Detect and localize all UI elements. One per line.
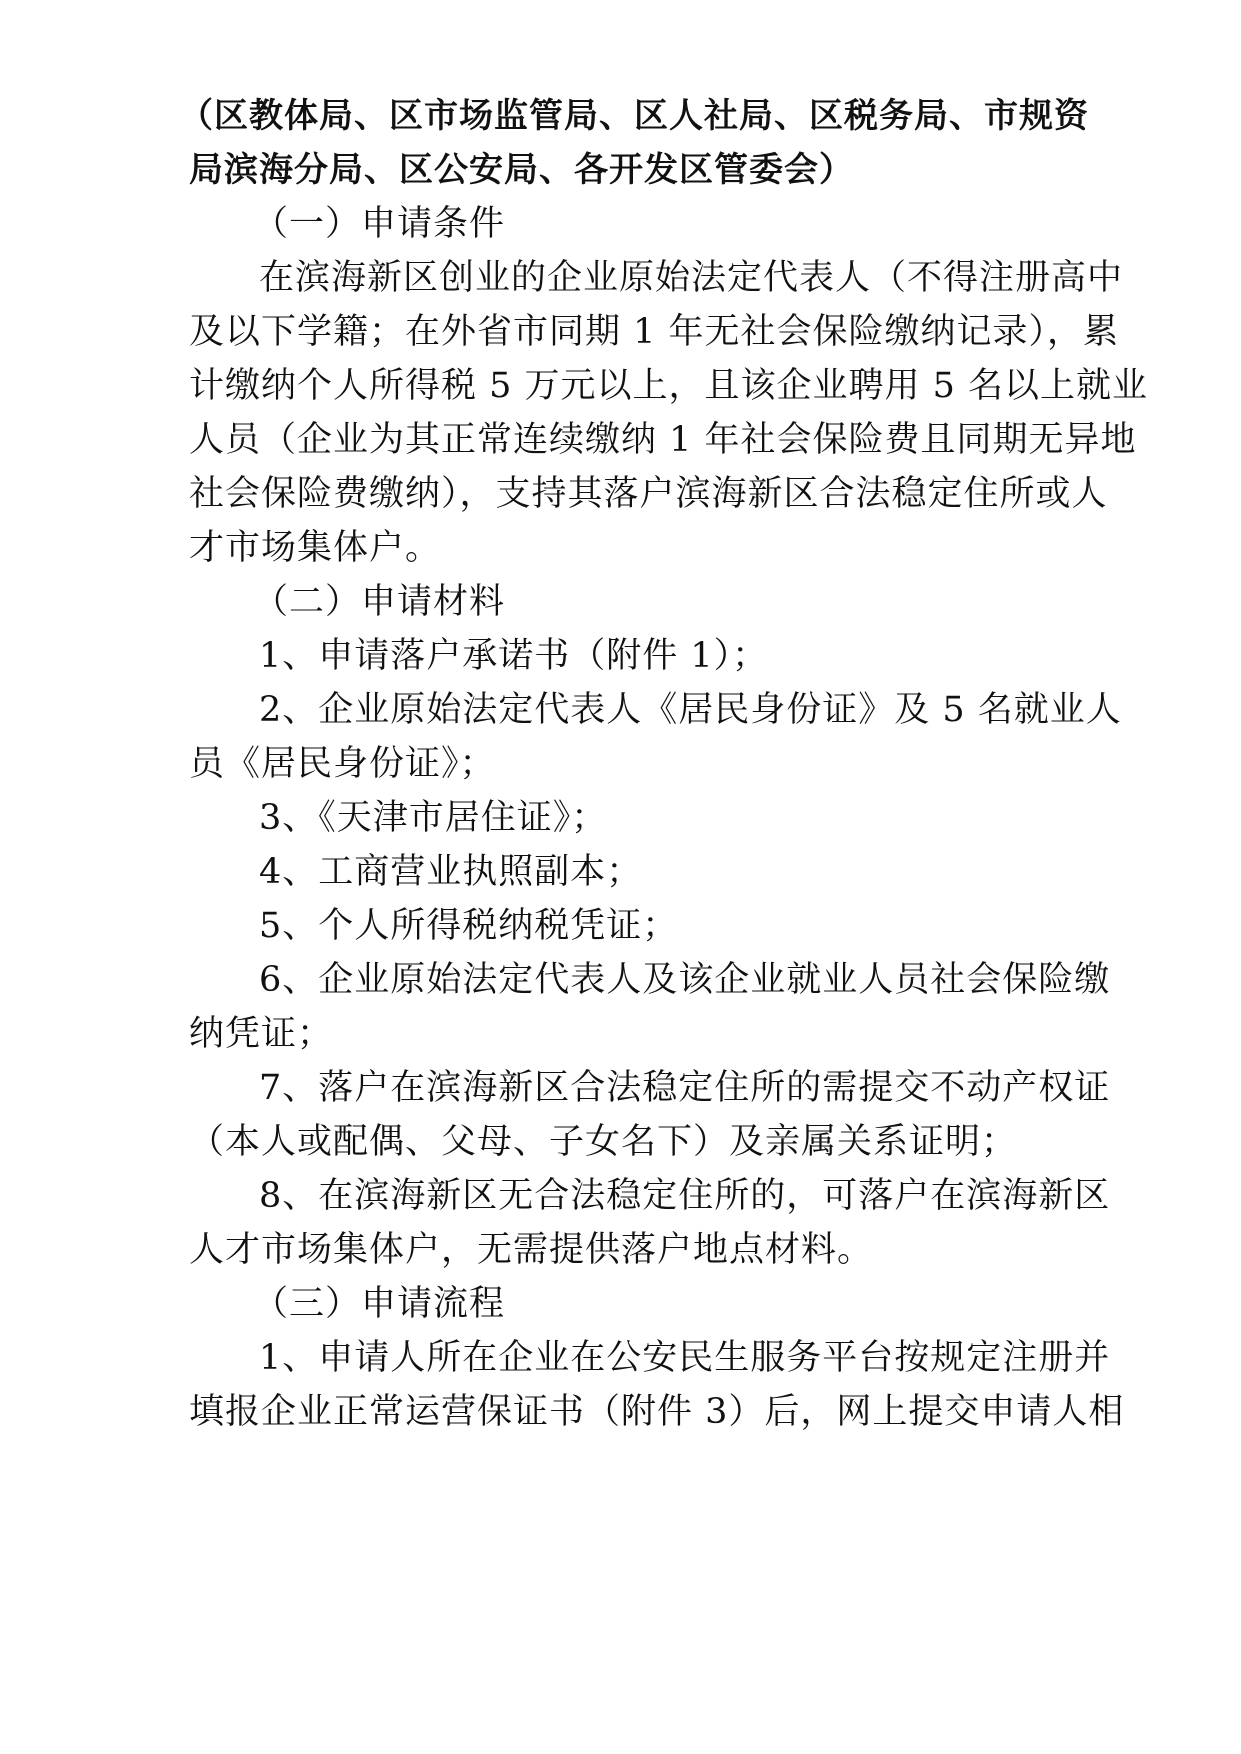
list-item: 4、工商营业执照副本； xyxy=(259,852,643,892)
list-item: 1、申请人所在企业在公安民生服务平台按规定注册并 xyxy=(259,1338,1111,1378)
list-item: 1、申请落户承诺书（附件 1）； xyxy=(259,636,769,676)
section-heading-process: （三）申请流程 xyxy=(253,1284,506,1324)
list-item: 8、在滨海新区无合法稳定住所的，可落户在滨海新区 xyxy=(259,1176,1111,1216)
paragraph-line: 社会保险费缴纳），支持其落户滨海新区合法稳定住所或人 xyxy=(189,474,1108,514)
list-item: 6、企业原始法定代表人及该企业就业人员社会保险缴 xyxy=(259,960,1111,1000)
header-line-2: 局滨海分局、区公安局、各开发区管委会） xyxy=(189,150,854,190)
section-heading-conditions: （一）申请条件 xyxy=(253,204,506,244)
list-item-continuation: 纳凭证； xyxy=(189,1014,334,1054)
header-line-1: （区教体局、区市场监管局、区人社局、区税务局、市规资 xyxy=(179,96,1089,136)
paragraph-line: 在滨海新区创业的企业原始法定代表人（不得注册高中 xyxy=(259,258,1124,298)
list-item: 3、《天津市居住证》； xyxy=(259,798,608,838)
list-item: 7、落户在滨海新区合法稳定住所的需提交不动产权证 xyxy=(259,1068,1111,1108)
list-item: 2、企业原始法定代表人《居民身份证》及 5 名就业人 xyxy=(259,690,1122,730)
paragraph-line: 计缴纳个人所得税 5 万元以上，且该企业聘用 5 名以上就业 xyxy=(189,366,1149,406)
list-item-continuation: 填报企业正常运营保证书（附件 3）后，网上提交申请人相 xyxy=(189,1392,1125,1432)
section-heading-materials: （二）申请材料 xyxy=(253,582,506,622)
list-item-continuation: 人才市场集体户，无需提供落户地点材料。 xyxy=(189,1230,874,1270)
list-item-continuation: 员《居民身份证》； xyxy=(189,744,496,784)
list-item-continuation: （本人或配偶、父母、子女名下）及亲属关系证明； xyxy=(189,1122,1018,1162)
paragraph-line: 才市场集体户。 xyxy=(189,528,442,568)
paragraph-line: 及以下学籍；在外省市同期 1 年无社会保险缴纳记录），累 xyxy=(189,312,1120,352)
paragraph-line: 人员（企业为其正常连续缴纳 1 年社会保险费且同期无异地 xyxy=(189,420,1137,460)
list-item: 5、个人所得税纳税凭证； xyxy=(259,906,679,946)
